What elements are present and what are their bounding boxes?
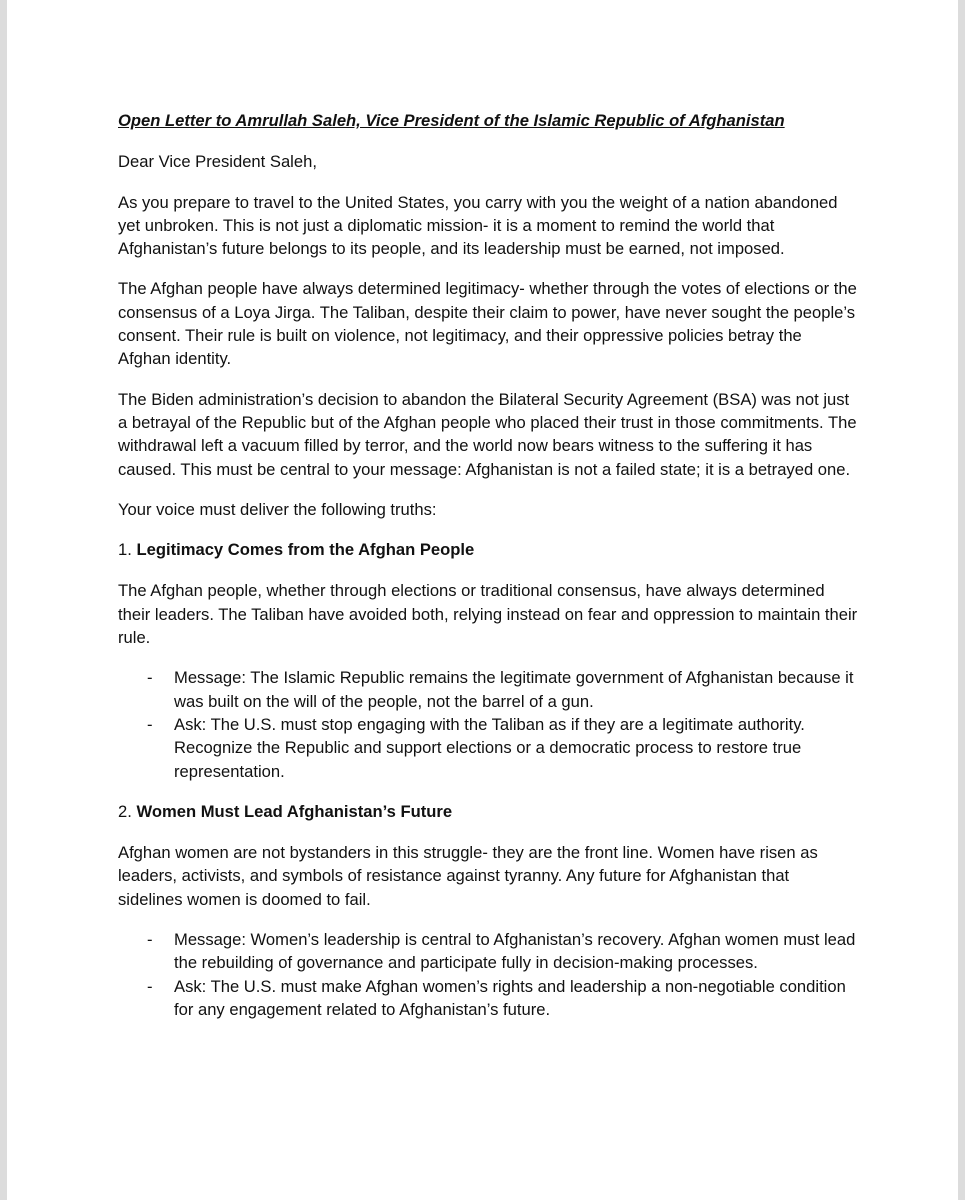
bullet-list xyxy=(118,666,858,782)
paragraph: Your voice must deliver the following truths: xyxy=(118,499,437,519)
letter-title: Open Letter to Amrullah Saleh, Vice President of the Islamic Republic of Afghanistan xyxy=(118,111,785,130)
list-item: - Ask: The U.S. must stop engaging with the Taliban as if they are a legitimate authority. Recognize the Republic and support elections or a democratic process to restore true representation. xyxy=(147,714,805,781)
page-edge-right xyxy=(958,0,965,1200)
list-item: - Message: Women’s leadership is central to Afghanistan’s recovery. Afghan women must lead the rebuilding of governance and participate fully in decision-making processes. xyxy=(147,930,856,973)
paragraph: As you prepare to travel to the United States, you carry with you the weight of a nation abandoned yet unbroken. This is not just a diplomatic mission- it is a moment to remind the world that Afghanistan’s future belongs to its people, and its leadership must be earned, not imposed. xyxy=(118,192,838,259)
section-heading: 2. Women Must Lead Afghanistan’s Future xyxy=(118,801,453,821)
paragraph: The Biden administration’s decision to abandon the Bilateral Security Agreement (BSA) was not just a betrayal of the Republic but of the Afghan people who placed their trust in those commitments. The withdrawal left a vacuum filled by terror, and the world now bears witness to the suffering it has caused. This must be central to your message: Afghanistan is not a failed state; it is a betrayed one. xyxy=(118,389,857,479)
list-item: - Ask: The U.S. must make Afghan women’s rights and leadership a non-negotiable condition for any engagement related to Afghanistan’s future. xyxy=(147,976,846,1019)
bullet-list xyxy=(118,928,858,1021)
letter-page xyxy=(118,109,858,1038)
paragraph: The Afghan people have always determined legitimacy- whether through the votes of elections or the consensus of a Loya Jirga. The Taliban, despite their claim to power, have never sought the people’s consent. Their rule is built on violence, not legitimacy, and their oppressive policies betray the Afghan identity. xyxy=(118,279,857,369)
section-body: The Afghan people, whether through elections or traditional consensus, have always determined their leaders. The Taliban have avoided both, relying instead on fear and oppression to maintain their rule. xyxy=(118,581,858,648)
section-heading: 1. Legitimacy Comes from the Afghan People xyxy=(118,540,475,560)
salutation: Dear Vice President Saleh, xyxy=(118,152,317,172)
page-edge-left xyxy=(0,0,7,1200)
list-item: - Message: The Islamic Republic remains the legitimate government of Afghanistan because it was built on the will of the people, not the barrel of a gun. xyxy=(147,668,854,711)
section-body: Afghan women are not bystanders in this struggle- they are the front line. Women have risen as leaders, activists, and symbols of resistance against tyranny. Any future for Afghanistan that sidelines women is doomed to fail. xyxy=(118,843,818,909)
